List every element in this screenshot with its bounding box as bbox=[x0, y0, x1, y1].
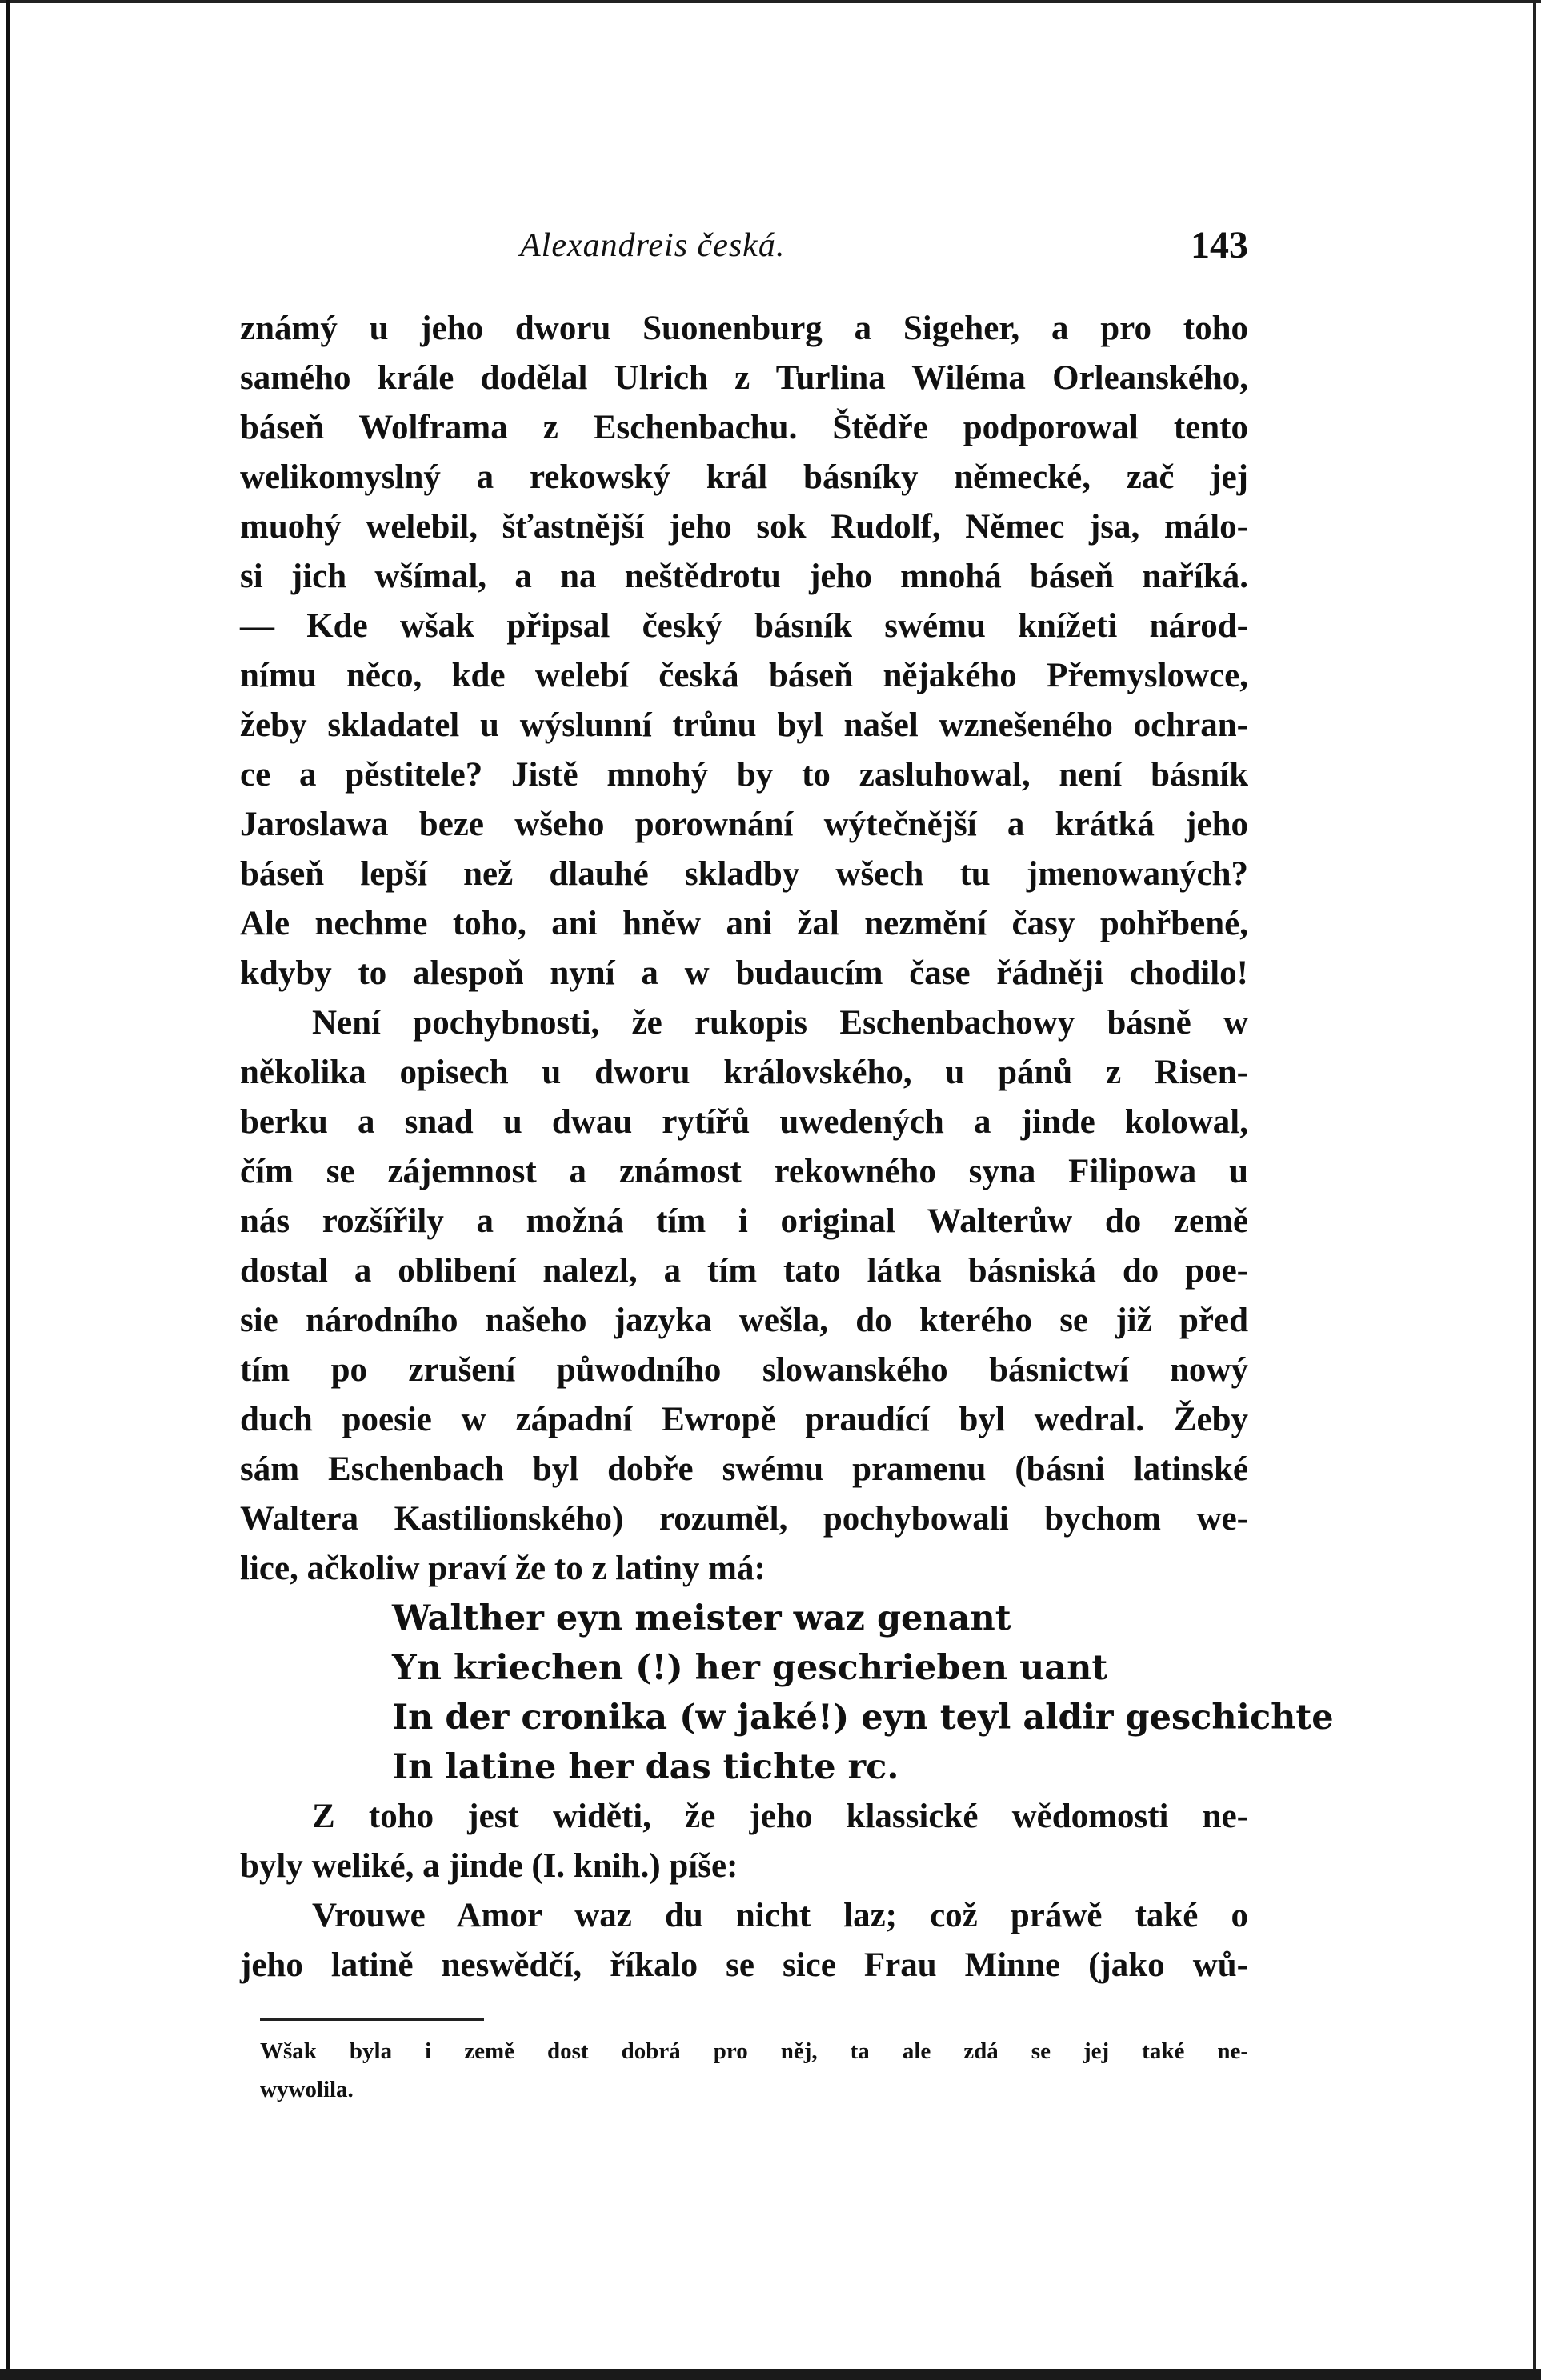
page-number: 143 bbox=[1191, 224, 1248, 266]
body-line: báseň Wolframa z Eschenbachu. Štědře podporowal tento bbox=[240, 409, 1248, 446]
body-line: nímu něco, kde welebí česká báseň nějakého Přemyslowce, bbox=[240, 657, 1248, 694]
body-line: ce a pěstitele? Jistě mnohý by to zasluhowal, není básník bbox=[240, 756, 1248, 794]
body-line: — Kde wšak připsal český básník swému knížeti národ- bbox=[240, 607, 1248, 645]
body-line: byly weliké, a jinde (I. knih.) píše: bbox=[240, 1847, 738, 1885]
body-line: sám Eschenbach byl dobře swému pramenu (básni latinské bbox=[240, 1450, 1248, 1488]
footnote-rule bbox=[260, 2018, 484, 2021]
body-line: muohý welebil, šťastnější jeho sok Rudolf, Němec jsa, málo- bbox=[240, 508, 1248, 546]
verse-line: In der cronika (w jaké!) eyn teyl aldir geschichte bbox=[392, 1698, 1334, 1738]
body-line: Waltera Kastilionského) rozuměl, pochybowali bychom we- bbox=[240, 1500, 1248, 1538]
body-line: Vrouwe Amor waz du nicht laz; což práwě také o bbox=[312, 1897, 1248, 1934]
body-line: tím po zrušení půwodního slowanského básnictwí nowý bbox=[240, 1351, 1248, 1389]
body-line: dostal a oblibení nalezl, a tím tato látka básniská do poe- bbox=[240, 1252, 1248, 1290]
scan-border-top bbox=[0, 0, 1541, 11]
body-line: sie národního našeho jazyka wešla, do kterého se již před bbox=[240, 1302, 1248, 1339]
footnote-line: Wšak byla i země dost dobrá pro něj, ta ale zdá se jej také ne- bbox=[260, 2038, 1248, 2064]
body-line: kdyby to alespoň nyní a w budaucím čase řádněji chodilo! bbox=[240, 954, 1248, 992]
body-line: Z toho jest widěti, že jeho klassické wědomosti ne- bbox=[312, 1798, 1248, 1835]
verse-line: Yn kriechen (!) her geschrieben uant bbox=[392, 1648, 1108, 1688]
body-line: čím se zájemnost a známost rekowného syna Filipowa u bbox=[240, 1153, 1248, 1190]
body-line: žeby skladatel u wýslunní trůnu byl našel wznešeného ochran- bbox=[240, 706, 1248, 744]
scan-border-right bbox=[1533, 0, 1536, 2380]
body-line: několika opisech u dworu královského, u pánů z Risen- bbox=[240, 1054, 1248, 1091]
body-line: samého krále dodělal Ulrich z Turlina Wiléma Orleanského, bbox=[240, 359, 1248, 397]
verse-line: Walther eyn meister waz genant bbox=[392, 1598, 1011, 1638]
scan-border-bottom bbox=[0, 2369, 1541, 2380]
page-header bbox=[240, 226, 1248, 282]
footnote bbox=[260, 2032, 1248, 2109]
body-line: jeho latině neswědčí, říkalo se sice Frau Minne (jako wů- bbox=[240, 1946, 1248, 1984]
body-line: duch poesie w západní Ewropě praudící byl wedral. Žeby bbox=[240, 1401, 1248, 1438]
scan-border-left bbox=[6, 0, 10, 2380]
body-line: lice, ačkoliw praví že to z latiny má: bbox=[240, 1550, 766, 1587]
body-line: nás rozšířily a možná tím i original Walterůw do země bbox=[240, 1202, 1248, 1240]
running-title: Alexandreis česká. bbox=[520, 227, 786, 264]
body-line: Ale nechme toho, ani hněw ani žal nezmění časy pohřbené, bbox=[240, 905, 1248, 942]
body-line: známý u jeho dworu Suonenburg a Sigeher, a pro toho bbox=[240, 310, 1248, 347]
verse-line: In latine her das tichte rc. bbox=[392, 1747, 899, 1787]
body-line: si jich wšímal, a na neštědrotu jeho mnohá báseň naříká. bbox=[240, 558, 1248, 595]
body-line: Jaroslawa beze wšeho porownání wýtečnější a krátká jeho bbox=[240, 806, 1248, 843]
body-line: báseň lepší než dlauhé skladby wšech tu jmenowaných? bbox=[240, 855, 1248, 893]
body-line: Není pochybnosti, že rukopis Eschenbachowy básně w bbox=[312, 1004, 1248, 1042]
body-line: berku a snad u dwau rytířů uwedených a jinde kolowal, bbox=[240, 1103, 1248, 1141]
body-text bbox=[240, 304, 1334, 1990]
body-line: welikomyslný a rekowský král básníky německé, zač jej bbox=[240, 458, 1248, 496]
footnote-line: wywolila. bbox=[260, 2077, 354, 2102]
